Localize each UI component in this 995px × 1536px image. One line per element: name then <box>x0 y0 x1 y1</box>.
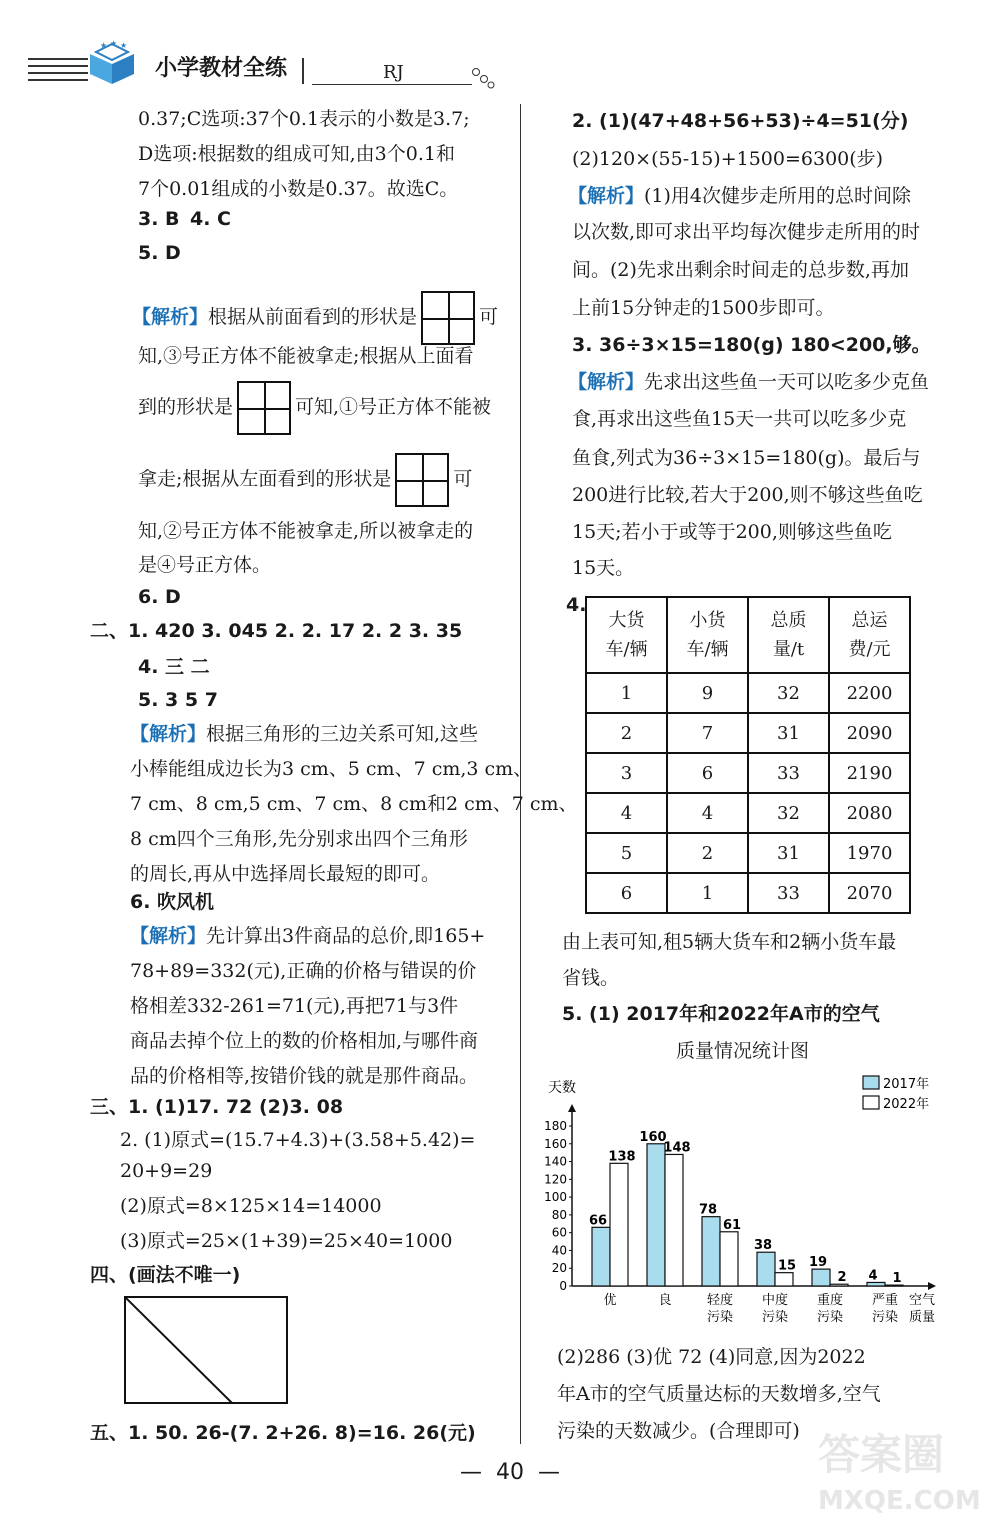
svg-text:★: ★ <box>100 41 108 50</box>
y-tick-label: 140 <box>544 1154 567 1169</box>
bar-2022年 <box>610 1163 628 1286</box>
shape-grid-top-icon <box>237 381 291 435</box>
text-line: 78+89=332(元),正确的价格与错误的价 <box>130 960 477 982</box>
table-row: 1 9 32 2200 <box>586 673 910 713</box>
table-header-cell: 小货 车/辆 <box>667 597 748 673</box>
y-tick-label: 160 <box>544 1136 567 1151</box>
analysis-tag: 【解析】 <box>130 925 207 947</box>
text-line: 0.37;C选项:37个0.1表示的小数是3.7; <box>138 108 470 130</box>
x-axis-arrow-icon <box>928 1282 936 1290</box>
explanation-line <box>138 380 491 435</box>
table-header-cell: 总运 费/元 <box>829 597 910 673</box>
category-label: 中度 <box>761 1293 789 1308</box>
freight-table <box>585 596 911 914</box>
category-label: 污染 <box>871 1310 899 1325</box>
text-line: 鱼食,列式为36÷3×15=180(g)。最后与 <box>572 447 921 469</box>
page-number-value: 40 <box>496 1460 524 1485</box>
category-label: 严重 <box>871 1293 899 1308</box>
category-label: 轻度 <box>706 1293 734 1308</box>
text-line: (2)286 (3)优 72 (4)同意,因为2022 <box>557 1346 866 1368</box>
legend-label: 2017年 <box>883 1077 930 1092</box>
section-2-line: 4. 三 二 <box>138 656 210 678</box>
section-3-line: 三、1. (1)17. 72 (2)3. 08 <box>90 1096 344 1118</box>
text-line: 7个0.01组成的小数是0.37。故选C。 <box>138 178 459 200</box>
y-axis-label: 天数 <box>548 1080 576 1096</box>
data-label: 66 <box>588 1213 608 1229</box>
answer-3: 3. 36÷3×15=180(g) 180<200,够。 <box>572 334 931 356</box>
section-3-line: 20+9=29 <box>120 1160 213 1182</box>
text-line: 8 cm四个三角形,先分别求出四个三角形 <box>130 828 468 850</box>
answer-4: 4. C <box>190 208 231 230</box>
text-line: 200进行比较,若大于200,则不够这些鱼吃 <box>572 484 923 506</box>
question-4-label: 4. <box>566 594 587 616</box>
text-line: 以次数,即可求出平均每次健步走所用的时 <box>572 221 921 243</box>
bar-2017年 <box>757 1252 775 1286</box>
text-line: 小棒能组成边长为3 cm、5 cm、7 cm,3 cm、 <box>130 758 533 780</box>
data-label: 19 <box>808 1255 828 1271</box>
analysis-tag: 【解析】 <box>132 306 209 328</box>
bar-2017年 <box>647 1144 665 1286</box>
y-tick-label: 40 <box>551 1243 567 1258</box>
category-label: 污染 <box>761 1310 789 1325</box>
explanation-line <box>130 721 478 747</box>
section-3-line: (3)原式=25×(1+39)=25×40=1000 <box>120 1230 453 1252</box>
explanation-line <box>130 923 485 949</box>
analysis-tag: 【解析】 <box>568 371 645 393</box>
y-tick-label: 20 <box>551 1261 567 1276</box>
data-label: 148 <box>663 1140 691 1156</box>
analysis-tag: 【解析】 <box>568 185 645 207</box>
question-5-line: 5. (1) 2017年和2022年A市的空气 <box>562 1003 880 1025</box>
text-span: 到的形状是 <box>138 396 234 418</box>
x-axis-label: 质量 <box>908 1310 936 1325</box>
text-span: 拿走;根据从左面看到的形状是 <box>138 468 392 490</box>
text-line: 15天。 <box>572 557 635 579</box>
section-3-line: (2)原式=8×125×14=14000 <box>120 1195 382 1217</box>
table-header-row <box>586 597 910 673</box>
text-line <box>572 332 931 358</box>
section-3-line: 2. (1)原式=(15.7+4.3)+(3.58+5.42)= <box>120 1129 476 1151</box>
text-line <box>572 108 908 134</box>
text-line: 知,③号正方体不能被拿走;根据从上面看 <box>138 345 474 367</box>
y-tick-label: 120 <box>544 1172 567 1187</box>
answer-6: 6. D <box>138 586 181 608</box>
y-axis-arrow-icon <box>568 1104 576 1112</box>
text-span: 先求出这些鱼一天可以吃多少克鱼 <box>644 371 930 393</box>
table-row: 6 1 33 2070 <box>586 873 910 913</box>
text-line: 省钱。 <box>562 967 620 989</box>
data-label: 160 <box>639 1129 667 1145</box>
shape-grid-front-icon <box>421 291 475 345</box>
category-label: 优 <box>603 1293 617 1308</box>
text-line: 知,②号正方体不能被拿走,所以被拿走的 <box>138 520 474 542</box>
answer-5: 5. D <box>138 242 181 264</box>
header-divider <box>302 58 304 84</box>
table-row: 4 4 32 2080 <box>586 793 910 833</box>
text-line: 年A市的空气质量达标的天数增多,空气 <box>557 1383 881 1405</box>
x-axis-label: 空气 <box>908 1293 936 1308</box>
data-label: 138 <box>608 1149 636 1165</box>
shape-grid-left-icon <box>395 453 449 507</box>
text-line: 是④号正方体。 <box>138 554 272 576</box>
table-header-cell: 总质 量/t <box>748 597 829 673</box>
text-span: (1)用4次健步走所用的总时间除 <box>644 185 912 207</box>
data-label: 78 <box>698 1202 718 1218</box>
header-title: 小学教材全练 <box>155 56 288 81</box>
legend-label: 2022年 <box>883 1097 930 1112</box>
text-span: 先计算出3件商品的总价,即165+ <box>206 925 486 947</box>
watermark-logo: 答案圈 <box>818 1430 945 1479</box>
legend-swatch <box>863 1096 879 1109</box>
text-span: 根据三角形的三边关系可知,这些 <box>206 723 479 745</box>
text-span: 根据从前面看到的形状是 <box>208 306 418 328</box>
explanation-line <box>138 452 472 507</box>
bar-2022年 <box>665 1154 683 1286</box>
explanation-line <box>568 183 911 209</box>
text-line: 由上表可知,租5辆大货车和2辆小货车最 <box>562 931 897 953</box>
text-line: 食,再求出这些鱼15天一共可以吃多少克 <box>572 408 907 430</box>
y-tick-label: 0 <box>559 1279 567 1293</box>
text-line: 污染的天数减少。(合理即可) <box>557 1420 800 1442</box>
header-rule <box>312 84 472 85</box>
text-line: 品的价格相等,按错价钱的就是那件商品。 <box>130 1065 479 1087</box>
watermark-site: MXQE.COM <box>818 1486 981 1516</box>
book-logo-icon <box>86 40 138 86</box>
y-tick-label: 80 <box>551 1207 567 1222</box>
y-tick-label: 100 <box>544 1190 567 1205</box>
chart-title: 质量情况统计图 <box>676 1040 810 1062</box>
text-line: 间。(2)先求出剩余时间走的总步数,再加 <box>572 259 909 281</box>
header-dots-icon <box>470 66 496 90</box>
analysis-tag: 【解析】 <box>130 723 207 745</box>
bar-2017年 <box>702 1217 720 1286</box>
section-4-line: 四、(画法不唯一) <box>90 1264 241 1286</box>
text-line: 格相差332-261=71(元),再把71与3件 <box>130 995 459 1017</box>
text-line: 商品去掉个位上的数的价格相加,与哪件商 <box>130 1030 479 1052</box>
table-row: 5 2 31 1970 <box>586 833 910 873</box>
text-span: 可 <box>453 468 473 490</box>
text-line: D选项:根据数的组成可知,由3个0.1和 <box>138 143 455 165</box>
category-label: 污染 <box>816 1310 844 1325</box>
data-label: 61 <box>722 1217 742 1233</box>
text-span: 可 <box>479 306 499 328</box>
data-label: 38 <box>753 1238 773 1254</box>
explanation-line <box>132 290 498 345</box>
bar-2017年 <box>592 1227 610 1286</box>
page-number: — 40 — <box>460 1460 560 1485</box>
data-label: 1 <box>892 1271 902 1287</box>
answer-3: 3. B <box>138 208 180 230</box>
text-line: 的周长,再从中选择周长最短的即可。 <box>130 863 441 885</box>
table-header-cell: 大货 车/辆 <box>586 597 667 673</box>
data-label: 15 <box>777 1258 797 1274</box>
table-row: 2 7 31 2090 <box>586 713 910 753</box>
text-span: 可知,①号正方体不能被 <box>295 396 492 418</box>
y-tick-label: 60 <box>551 1225 567 1240</box>
svg-text:★: ★ <box>110 40 118 48</box>
text-line: 15天;若小于或等于200,则够这些鱼吃 <box>572 521 892 543</box>
rectangle-diagonal-figure <box>124 1296 290 1406</box>
category-label: 污染 <box>706 1310 734 1325</box>
section-2-line: 5. 3 5 7 <box>138 689 218 711</box>
answer-2-1: 2. (1)(47+48+56+53)÷4=51(分) <box>572 110 909 132</box>
section-2-line: 二、1. 420 3. 045 2. 2. 17 2. 2 3. 35 <box>90 620 463 642</box>
bar-2022年 <box>720 1232 738 1286</box>
svg-text:★: ★ <box>120 41 128 50</box>
bar-2017年 <box>812 1269 830 1286</box>
data-label: 2 <box>837 1270 847 1286</box>
data-label: 4 <box>868 1268 878 1284</box>
section-5-line: 五、1. 50. 26-(7. 2+26. 8)=16. 26(元) <box>90 1422 476 1444</box>
table-row: 3 6 33 2190 <box>586 753 910 793</box>
category-label: 良 <box>658 1293 672 1308</box>
header-edition: RJ <box>383 62 404 83</box>
y-tick-label: 180 <box>544 1119 567 1133</box>
explanation-line <box>568 369 929 395</box>
legend-swatch <box>863 1076 879 1089</box>
text-line: 上前15分钟走的1500步即可。 <box>572 297 835 319</box>
text-line: 7 cm、8 cm,5 cm、7 cm、8 cm和2 cm、7 cm、 <box>130 793 578 815</box>
text-line: (2)120×(55-15)+1500=6300(步) <box>572 148 884 170</box>
air-quality-bar-chart <box>540 1068 945 1338</box>
bar-2022年 <box>775 1273 793 1286</box>
answer-6b: 6. 吹风机 <box>130 891 215 913</box>
category-label: 重度 <box>816 1293 844 1308</box>
